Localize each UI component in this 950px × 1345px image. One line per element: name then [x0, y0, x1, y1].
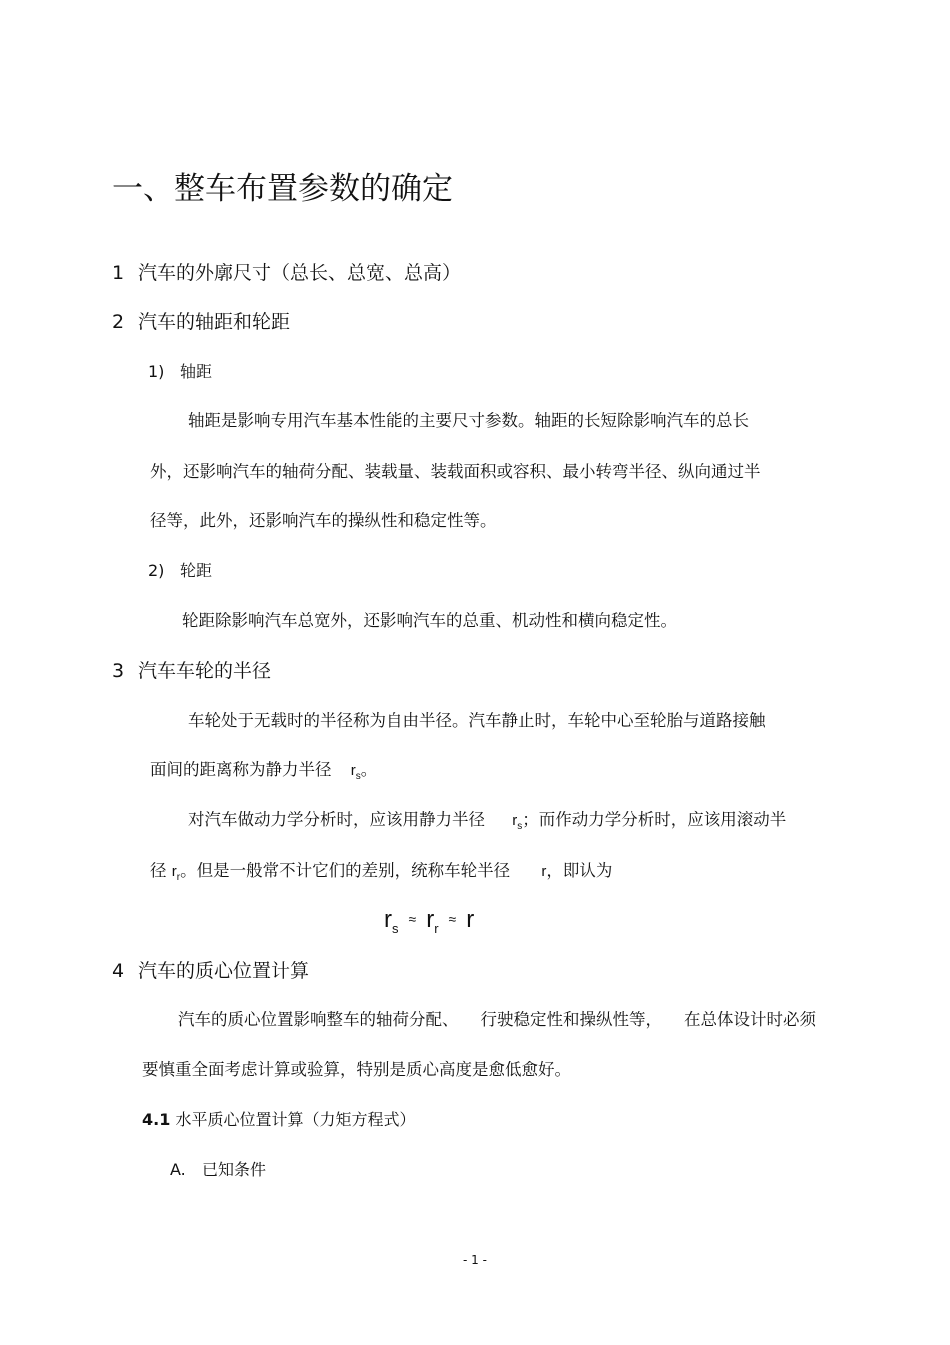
- formula-term: [384, 906, 399, 936]
- paragraph-text: 面间的距离称为静力半径: [150, 760, 332, 779]
- page-number: - 1 -: [463, 1253, 487, 1267]
- symbol-r: r: [426, 906, 435, 933]
- paragraph-line: [150, 757, 377, 790]
- list-item-number: 1): [148, 362, 165, 381]
- section-number: 4: [112, 960, 125, 982]
- symbol-r: r: [384, 906, 392, 933]
- list-item-text: 轮距: [180, 561, 213, 580]
- wheel-radius-symbol: r: [541, 863, 547, 880]
- paragraph-text: 行驶稳定性和操纵性等，: [480, 1010, 662, 1029]
- radius-formula: [384, 903, 474, 946]
- paragraph-line: [178, 1007, 816, 1033]
- list-item-wheelbase: [148, 360, 212, 384]
- section-number: 1: [112, 262, 125, 284]
- static-radius-symbol: [512, 812, 523, 832]
- subsection-heading: [142, 1108, 415, 1132]
- list-item-track: [148, 559, 212, 583]
- section-text: 汽车的外廓尺寸（总长、总宽、总高）: [138, 262, 462, 284]
- list-item-text: 轴距: [180, 362, 213, 381]
- paragraph-text: 。: [360, 760, 378, 779]
- formula-term: [426, 906, 439, 936]
- rolling-radius-symbol: [171, 863, 181, 883]
- section-text: 汽车的质心位置计算: [138, 960, 310, 982]
- section-heading-1: [112, 259, 461, 287]
- paragraph-line: 要慎重全面考虑计算或验算，特别是质心高度是愈低愈好。: [142, 1060, 571, 1079]
- list-item-number: 2): [148, 561, 165, 580]
- subsection-text: 水平质心位置计算（力矩方程式）: [175, 1110, 416, 1129]
- section-number: 2: [112, 311, 125, 333]
- section-text: 汽车的轴距和轮距: [138, 311, 291, 333]
- symbol-subscript: s: [355, 771, 361, 782]
- symbol-subscript: s: [392, 920, 399, 936]
- subitem-known-conditions: [170, 1158, 266, 1182]
- page-title: 一、整车布置参数的确定: [112, 171, 453, 207]
- paragraph-line: [150, 858, 612, 891]
- subitem-label: A.: [170, 1160, 186, 1179]
- section-heading-2: [112, 308, 290, 336]
- section-heading-4: [112, 957, 309, 985]
- paragraph-line: [188, 807, 786, 840]
- paragraph-line: 外，还影响汽车的轴荷分配、装载量、装载面积或容积、最小转弯半径、纵向通过半: [150, 462, 761, 481]
- paragraph-line: 轮距除影响汽车总宽外，还影响汽车的总重、机动性和横向稳定性。: [182, 611, 677, 630]
- symbol-subscript: r: [434, 920, 439, 936]
- approx-symbol: ≈: [408, 911, 417, 927]
- paragraph-text: ，即认为: [546, 861, 613, 880]
- paragraph-line: 轴距是影响专用汽车基本性能的主要尺寸参数。轴距的长短除影响汽车的总长: [188, 411, 749, 430]
- paragraph-text: 。但是一般常不计它们的差别，统称车轮半径: [180, 861, 511, 880]
- section-heading-3: [112, 657, 271, 685]
- paragraph-line: 径等，此外，还影响汽车的操纵性和稳定性等。: [150, 511, 497, 530]
- paragraph-text: 在总体设计时必须: [684, 1010, 816, 1029]
- subitem-text: 已知条件: [202, 1160, 267, 1179]
- symbol-r: r: [350, 762, 356, 779]
- symbol-subscript: s: [517, 821, 523, 832]
- paragraph-line: 车轮处于无载时的半径称为自由半径。汽车静止时，车轮中心至轮胎与道路接触: [188, 711, 766, 730]
- symbol-subscript: r: [176, 872, 181, 883]
- subsection-number: 4.1: [142, 1110, 171, 1129]
- formula-term: r: [466, 906, 475, 933]
- symbol-r: r: [171, 863, 177, 880]
- paragraph-text: ；而作动力学分析时，应该用滚动半: [522, 810, 787, 829]
- symbol-r: r: [512, 812, 518, 829]
- paragraph-text: 径: [150, 861, 167, 880]
- paragraph-text: 汽车的质心位置影响整车的轴荷分配、: [178, 1010, 459, 1029]
- static-radius-symbol: [350, 762, 361, 782]
- section-text: 汽车车轮的半径: [138, 660, 272, 682]
- paragraph-text: 对汽车做动力学分析时，应该用静力半径: [188, 810, 485, 829]
- approx-symbol: ≈: [448, 911, 457, 927]
- section-number: 3: [112, 660, 125, 682]
